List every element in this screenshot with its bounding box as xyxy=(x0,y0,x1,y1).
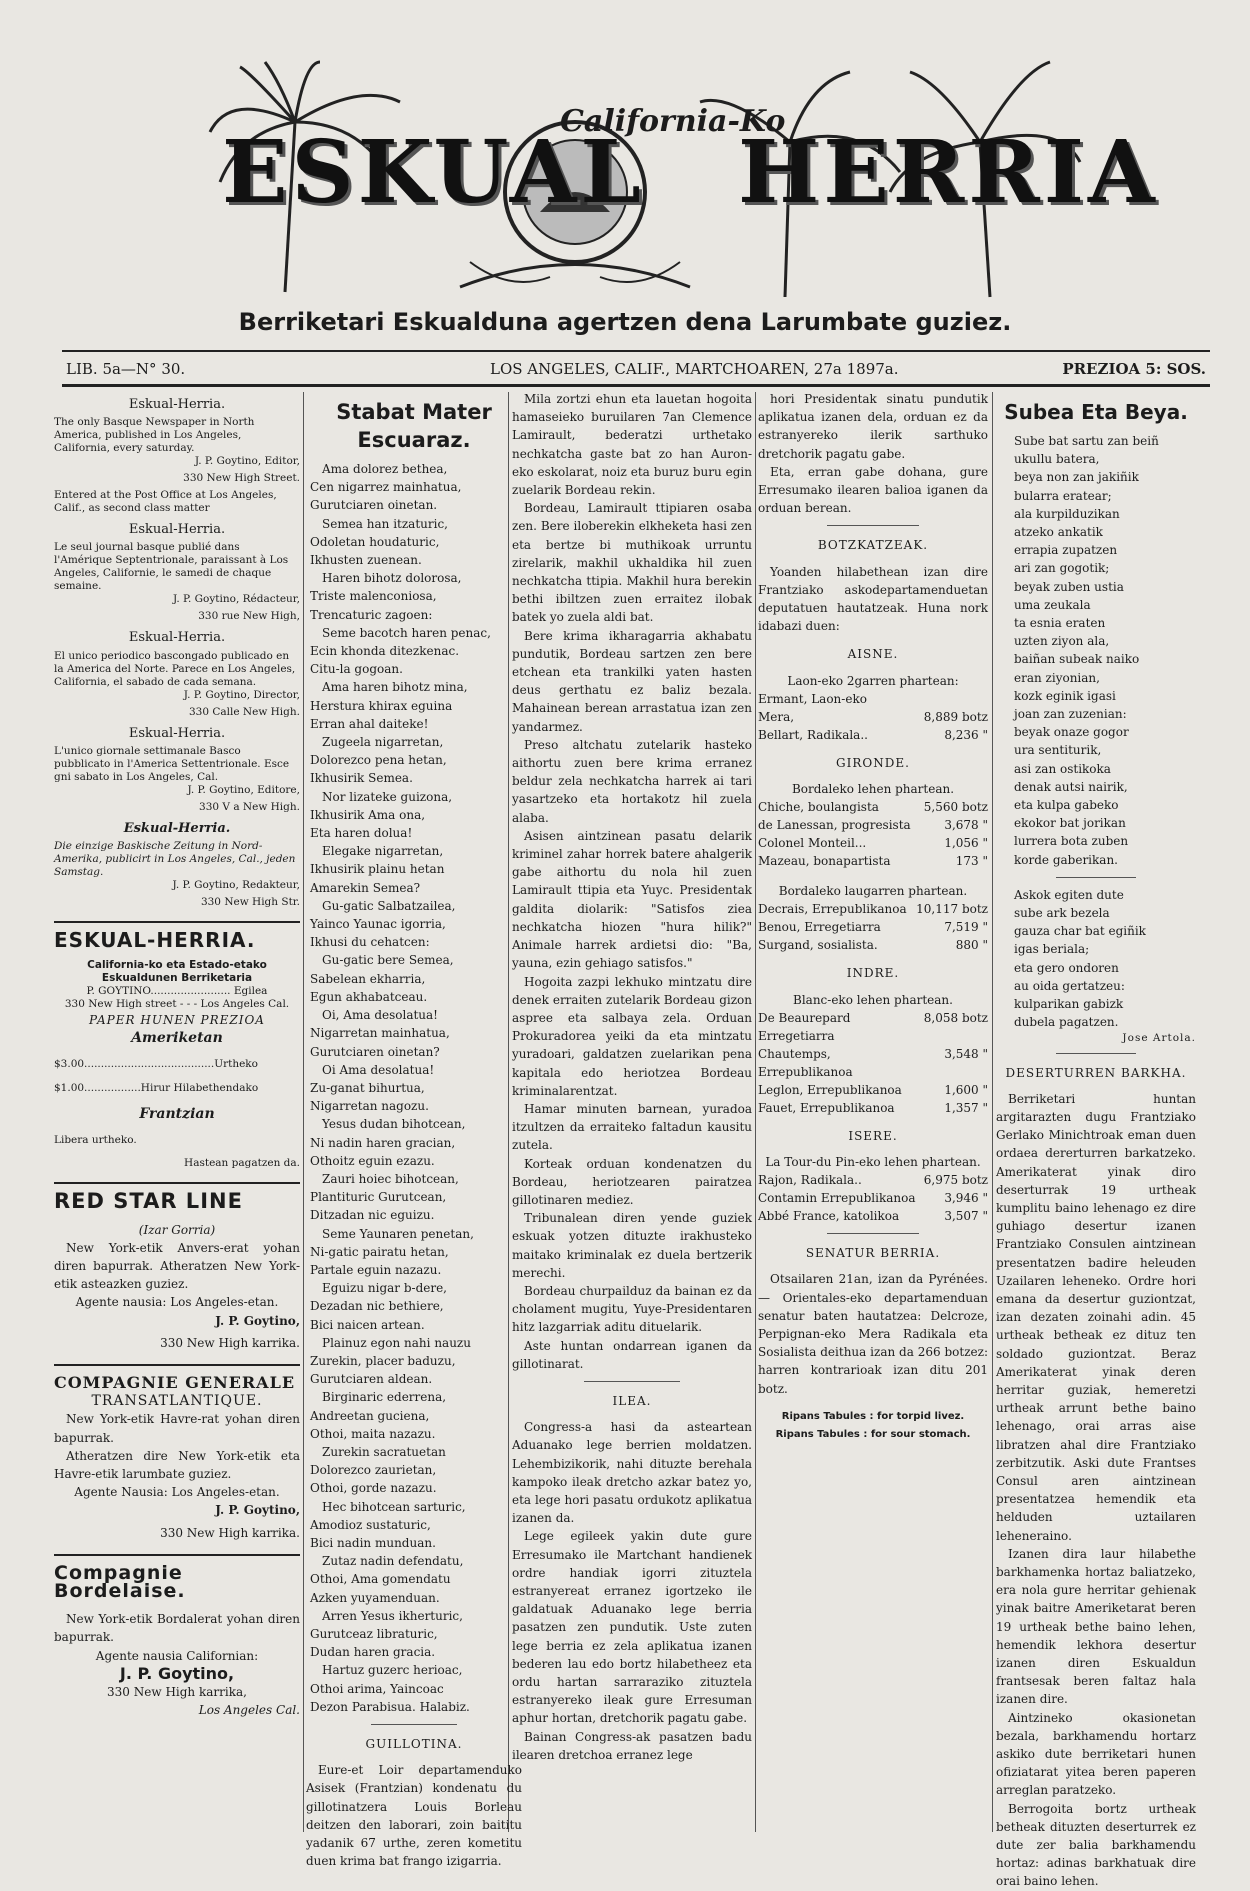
poem-line: Othoi, maita nazazu. xyxy=(310,1426,436,1441)
poem-line: uma zeukala xyxy=(1014,597,1091,612)
district-heading: Bordaleko laugarren phartean. xyxy=(778,884,968,899)
notice-sig: J. P. Goytino, Rédacteur, xyxy=(172,593,300,606)
masthead-title-right: HERRIA xyxy=(738,122,1159,223)
district-heading: Laon-eko 2garren phartean: xyxy=(787,673,959,688)
cgt-title: COMPAGNIE GENERALE xyxy=(54,1364,300,1392)
cb-agent: Agente nausia Californian: xyxy=(95,1648,259,1663)
results-row xyxy=(758,816,988,834)
poem-line: Yainco Yaunac igorria, xyxy=(310,917,446,932)
price-row: $3.00.......................................Urtheko xyxy=(54,1058,258,1071)
notice-sig: J. P. Goytino, Redakteur, xyxy=(172,879,300,892)
poem-line: Gurutciaren aldean. xyxy=(310,1372,433,1387)
article-paragraph: Tribunalean diren yende guziek eskuak yotzen dituzte irakhusteko maitako kriminalak ez duela bertzerik merechi. xyxy=(512,1211,752,1280)
agent-name: J. P. Goytino, xyxy=(215,1503,300,1518)
candidate-name: De Beaurepard Erregetiarra xyxy=(758,1010,851,1043)
poem-line: bularra eratear; xyxy=(1014,488,1112,503)
candidate-name: Mera, xyxy=(758,709,795,724)
notice-sig: 330 New High Street. xyxy=(183,472,300,485)
vote-count: 173 " xyxy=(955,854,988,869)
poem-line: lurrera bota zuben xyxy=(1014,834,1129,849)
poem-line: Citu-la gogoan. xyxy=(310,662,403,677)
date-bar xyxy=(66,360,1206,382)
poem-line: Semea han itzaturic, xyxy=(322,516,448,531)
poem-line: Arren Yesus ikherturic, xyxy=(322,1608,463,1623)
cgt-text: Atheratzen dire New York-etik eta Havre-etik larumbate guziez. xyxy=(54,1448,300,1481)
article-paragraph: Korteak orduan kondenatzen du Bordeau, heriotzearen pairatzea gillotinaren mediez. xyxy=(512,1156,752,1207)
vote-count xyxy=(903,690,988,708)
seal-arc-text: California-Ko xyxy=(560,104,786,139)
poem-line: Hec bihotcean sarturic, xyxy=(322,1499,466,1514)
article-paragraph: Preso altchatu zutelarik hasteko aithortu zuen bere krima erranez beldur zela nechkatcha harrek ai tari yasartzeko eta hortakotz hil zuela alaba. xyxy=(512,737,752,825)
poem-line: Andreetan guciena, xyxy=(310,1408,430,1423)
vote-count: 8,236 " xyxy=(944,727,988,742)
compagnie-bordelaise-title: Compagnie Bordelaise. xyxy=(54,1554,300,1600)
poem-line: Gurutciaren oinetan. xyxy=(310,498,438,513)
poem-line: Hartuz guzerc herioac, xyxy=(322,1663,463,1678)
poem-line: Haren bihotz dolorosa, xyxy=(322,571,462,586)
red-star-line-text: New York-etik Anvers-erat yohan diren bapurrak. Atheratzen New York-etik asteazken guziez. xyxy=(54,1240,300,1292)
poem-line: Ikhusirik plainu hetan xyxy=(310,862,445,877)
red-star-line-agent: Agente nausia: Los Angeles-etan. xyxy=(75,1295,279,1310)
vote-count: 8,889 botz xyxy=(923,709,988,724)
column-3 xyxy=(512,390,752,1830)
red-star-line-subtitle: (Izar Gorria) xyxy=(138,1222,216,1237)
article-paragraph: Bordeau, Lamirault ttipiaren osaba zen. Bere iloberekin elkheketa hasi zen eta bertze bi muthikoak urruntu zirelarik, makhil ukhaldika hil zuen nechkatcha ttipia. Makhil hura berekin bethi ibiltzen zuen erraitez ilobak batek yo zuela aldi bat. xyxy=(512,501,752,625)
poem-line: Birginaric ederrena, xyxy=(322,1390,447,1405)
article-paragraph: Izanen dira laur hilabethe barkhamenka hortaz baliatzeko, era nola gure herritar gehienak yinak baitre Ameriketarat beren 19 urtheak bethe baino lehen, hemendik lekhora desertur izanen diren Eskualdun frantsesak beren faltaz hala izanen dire. xyxy=(996,1546,1196,1707)
poem-line: Triste malenconiosa, xyxy=(310,589,437,604)
america-heading: Ameriketan xyxy=(131,1030,223,1047)
poem-line: Seme bacotch haren penac, xyxy=(322,625,491,640)
candidate-name: Chiche, boulangista xyxy=(758,800,879,815)
poem-line: Zauri hoiec bihotcean, xyxy=(322,1171,459,1186)
poem-line: igas beriala; xyxy=(1014,942,1090,957)
poem-line: Dezon Parabisua. Halabiz. xyxy=(310,1699,470,1714)
poem-line: beya non zan jakiñik xyxy=(1014,470,1139,485)
notice-italian: L'unico giornale settimanale Basco pubblicato in l'America Settentrionale. Esce gni sabato in Los Angeles, Cal. xyxy=(54,744,290,783)
poem-line: Yesus dudan bihotcean, xyxy=(322,1117,466,1132)
article-paragraph: Bere krima ikharagarria akhabatu pundutik, Bordeau sartzen zen bere etchean eta trankilki yaten hasten deus gerthatu ez baliz bezala. Mahainean berean arrastatua izan zen yandarmez. xyxy=(512,628,752,734)
vote-count: 3,946 " xyxy=(944,1191,988,1206)
date-bar-rule xyxy=(62,384,1210,387)
column-divider xyxy=(755,392,756,1832)
article-paragraph: Lege egileek yakin dute gure Erresumako ile Martchant handienek ordre handiak igorri zituztela estranyereat erranez igortzeko ile galdatuak Aduanako lege berria pasatzen zen pundutik. Uste zuten lege berria ez zela aplikatua izanen bederen lau edo bortz hilabetheez eta ordu hartan sarraraziko zituztela estranyereko ileak gure Erresuman aphur hortan, dretchorik pagatu gabe. xyxy=(512,1529,752,1726)
poem-line: Ikhusten zuenean. xyxy=(310,553,422,568)
france-heading: Frantzian xyxy=(139,1106,215,1123)
agent-address: 330 New High karrika. xyxy=(160,1525,300,1540)
column-divider xyxy=(303,392,304,1832)
poem-line: Gurutciaren oinetan? xyxy=(310,1044,440,1059)
results-table xyxy=(758,900,988,954)
price-row: Hastean pagatzen da. xyxy=(184,1157,300,1170)
price-row: Libera urtheko. xyxy=(54,1133,137,1146)
divider xyxy=(1056,1053,1136,1054)
divider xyxy=(584,1381,680,1382)
notice-sig: 330 V a New High. xyxy=(199,800,300,813)
cgt-subtitle: TRANSATLANTIQUE. xyxy=(91,1393,263,1410)
results-row xyxy=(758,708,988,726)
poem-line: Sabelean ekharria, xyxy=(310,971,426,986)
poem-line: ta esnia eraten xyxy=(1014,616,1106,631)
poem-line: uzten ziyon ala, xyxy=(1014,634,1110,649)
poem-line: eta kulpa gabeko xyxy=(1014,798,1119,813)
stabat-mater-title: Stabat Mater Escuaraz. xyxy=(336,400,492,452)
stabat-mater-poem xyxy=(306,460,522,1716)
poem-line: Ditzadan nic eguizu. xyxy=(310,1208,435,1223)
results-row xyxy=(758,918,988,936)
poem-line: Partale eguin nazazu. xyxy=(310,1262,442,1277)
poem-line: Dezadan nic bethiere, xyxy=(310,1299,444,1314)
poem-line: Ama dolorez bethea, xyxy=(322,462,448,476)
poem-line: atzeko ankatik xyxy=(1014,525,1103,540)
cgt-agent: Agente Nausia: Los Angeles-etan. xyxy=(74,1485,280,1500)
poem-line: Oi Ama desolatua! xyxy=(322,1062,435,1077)
results-row xyxy=(758,1171,988,1189)
subea-title: Subea Eta Beya. xyxy=(1004,400,1188,424)
poem-line: Gurutceaz libraturic, xyxy=(310,1627,438,1641)
poem-line: kozk eginik igasi xyxy=(1014,688,1116,703)
candidate-name: Mazeau, bonapartista xyxy=(758,854,891,869)
poem-line: kulparikan gabizk xyxy=(1014,997,1124,1012)
poem-line: korde gaberikan. xyxy=(1014,852,1118,867)
deserturren-heading: DESERTURREN BARKHA. xyxy=(1005,1065,1187,1080)
results-row xyxy=(758,1189,988,1207)
poem-line: Nigarretan nagozu. xyxy=(310,1099,429,1114)
issue-price: PREZIOA 5: SOS. xyxy=(1062,360,1206,378)
paper-info-owner: P. GOYTINO........................ Egilea xyxy=(86,985,268,998)
vote-count: 1,357 " xyxy=(944,1100,988,1115)
vote-count: 3,678 " xyxy=(944,818,988,833)
poem-line: joan zan zuzenian: xyxy=(1014,707,1127,722)
results-row xyxy=(758,936,988,954)
article-paragraph: Bainan Congress-ak pasatzen badu ilearen dretchoa erranez lege xyxy=(512,1729,752,1762)
guillotina-text: Eure-et Loir departamenduko Asisek (Frantzian) kondenatu du gillotinatzera Louis Borleau deitzen den laborari, zoin baititu yadanik 67 urthe, zeren kometitu duen krima bat frango izigarria. xyxy=(306,1763,522,1869)
poem-line: Odoletan houdaturic, xyxy=(310,534,440,549)
vote-count: 6,975 botz xyxy=(923,1173,988,1188)
district-heading: Bordaleko lehen phartean. xyxy=(791,782,955,797)
poem-line: Amarekin Semea? xyxy=(310,880,421,895)
article-paragraph: Hogoita zazpi lekhuko mintzatu dire denek erraiten zutelarik Bordeau gizon aspree eta salbaya zela. Orduan Prokuradorea yeiki da eta mintzatu yuradoari, galdatzen zuelarikan pena kapitala edo heriotzea Bordeau kriminalarentzat. xyxy=(512,974,752,1098)
paper-info-subtitle: California-ko eta Estado-etako Eskualdunen Berriketaria xyxy=(87,959,267,985)
notice-english: The only Basque Newspaper in North America, published in Los Angeles, California, every saturday. xyxy=(54,416,255,455)
notice-sig: 330 Calle New High. xyxy=(188,705,300,718)
vote-count: 10,117 botz xyxy=(916,902,988,917)
poem-line: Seme Yaunaren penetan, xyxy=(322,1226,474,1241)
article-paragraph: Eta, erran gabe dohana, gure Erresumako ilearen balioa iganen da orduan berean. xyxy=(758,464,988,516)
cgt-text: New York-etik Havre-rat yohan diren bapurrak. xyxy=(54,1412,300,1445)
poem-line: Ni-gatic pairatu hetan, xyxy=(310,1244,449,1259)
notice-spanish: El unico periodico bascongado publicado en la America del Norte. Parece en Los Angeles, California, el sabado de cada semana. xyxy=(54,649,296,688)
poem-line: ala kurpilduzikan xyxy=(1014,506,1120,521)
article-paragraph: Hamar minuten barnean, yuradoa itzultzen da erraiteko faltadun kausitu zutela. xyxy=(512,1101,752,1153)
poem-line: Othoi arima, Yaincoac xyxy=(310,1681,444,1696)
vote-count: 8,058 botz xyxy=(923,1010,988,1025)
poem-line: Egun akhabatceau. xyxy=(310,989,428,1004)
candidate-name: Chautemps, Errepublikanoa xyxy=(758,1046,853,1079)
divider xyxy=(827,525,919,526)
poem-line: Azken yuyamenduan. xyxy=(310,1590,440,1605)
poem-line: Ikhusirik Ama ona, xyxy=(310,807,426,822)
divider xyxy=(371,1724,457,1725)
results-row xyxy=(758,834,988,852)
article-paragraph: Mila zortzi ehun eta lauetan hogoita hamaseieko buruilaren 7an Clemence Lamirault, bederatzi urthetako nechkatcha gaste bat zo han Auron-eko eskolarat, noiz eta buruz buru egin zuelarik Bordeau rekin. xyxy=(512,392,752,498)
notice-heading-en: Eskual-Herria. xyxy=(128,397,226,412)
paper-prices-heading: PAPER HUNEN PREZIOA xyxy=(89,1013,265,1028)
notice-heading-de: Eskual-Herria. xyxy=(123,820,231,836)
poem-line: Gu-gatic bere Semea, xyxy=(322,953,454,968)
results-table xyxy=(758,1009,988,1117)
cb-agent-name: J. P. Goytino, xyxy=(119,1663,235,1683)
poem-line: ekokor bat jorikan xyxy=(1014,816,1126,831)
poem-line: Amodioz sustaturic, xyxy=(310,1517,431,1532)
notice-sig: J. P. Goytino, Editore, xyxy=(187,783,300,796)
candidate-name: Surgand, sosialista. xyxy=(758,938,878,953)
guillotina-heading: GUILLOTINA. xyxy=(365,1737,463,1752)
poem-line: Zutaz nadin defendatu, xyxy=(322,1554,464,1569)
poem-line: Bici naicen artean. xyxy=(310,1317,425,1332)
paper-info-address: 330 New High street - - - Los Angeles Cal. xyxy=(64,998,290,1011)
poem-line: Gu-gatic Salbatzailea, xyxy=(322,898,456,913)
notice-heading-it: Eskual-Herria. xyxy=(128,725,226,741)
poem-line: Elegake nigarretan, xyxy=(322,844,444,859)
candidate-name: Abbé France, katolikoa xyxy=(758,1209,900,1224)
poem-line: Plainuz egon nahi nauzu xyxy=(322,1335,471,1350)
divider xyxy=(1056,877,1136,878)
price-row: $1.00.................Hirur Hilabethendako xyxy=(54,1081,259,1094)
column-1 xyxy=(54,390,300,1830)
poem-line: au oida gertatzeu: xyxy=(1014,978,1125,993)
notice-german: Die einzige Baskische Zeitung in Nord-Amerika, publicirt in Los Angeles, Cal., jeden Samstag. xyxy=(54,840,296,879)
notice-sig: 330 New High Str. xyxy=(200,896,300,909)
vote-count: 1,600 " xyxy=(944,1082,988,1097)
volume-number: LIB. 5a—N° 30. xyxy=(66,360,186,378)
poem-line: Dolorezco pena hetan, xyxy=(310,753,447,768)
candidate-name: Contamin Errepublikanoa xyxy=(758,1191,916,1206)
masthead-title-left: ESKUAL xyxy=(222,122,645,223)
notice-sig: J. P. Goytino, Editor, xyxy=(194,455,300,468)
poem-line: Ecin khonda ditezkenac. xyxy=(310,644,460,659)
poem-line: dubela pagatzen. xyxy=(1014,1015,1119,1030)
poem-line: Herstura khirax eguina xyxy=(310,698,453,713)
candidate-name: Ermant, Laon-eko xyxy=(758,691,867,706)
vote-count: 3,548 " xyxy=(944,1046,988,1061)
poem-line: Ikhusi du cehatcen: xyxy=(310,935,430,950)
cb-agent-city: Los Angeles Cal. xyxy=(198,1703,300,1718)
poem-line: Ni nadin haren gracian, xyxy=(310,1135,456,1150)
vote-count: 7,519 " xyxy=(944,920,988,935)
poem-line: Erran ahal daiteke! xyxy=(310,716,429,731)
column-4 xyxy=(758,390,988,1830)
region-heading: INDRE. xyxy=(846,966,900,981)
divider xyxy=(827,1233,919,1234)
paper-info-title: ESKUAL-HERRIA. xyxy=(54,921,300,949)
poem-line: Othoi, Ama gomendatu xyxy=(310,1572,451,1587)
article-paragraph: Berriketari huntan argitarazten dugu Frantziako Gerlako Minichtroak eman duen ordaea dererturren barkatzeko. Amerikaterat yinak diro deserturrak 19 urtheak kumplitu baino lehenago ez dire guhiago desertur izanen Frantziako Consulen aintzinean presentatzen badire heleuden Uzailaren leheneko. Ordre hori emana da desertur guziontzat, izan dezaten zoinahi adin. 45 urtheak betheak ez dituz ten soldado guziontzat. Beraz Amerikaterat yinak deren herritar guziak, hemeretzi urtheak arrunt bethe baino lehenago, orai arras aise libratzen ahal dire Frantziako zerbitzutik. Aski dute Frantses Consul aren aintzinean presentatzea hemendik eta helduden uztailaren leheneraino. xyxy=(996,1091,1196,1543)
column-2 xyxy=(306,390,522,1869)
results-row xyxy=(758,1009,988,1045)
vote-count: 1,056 " xyxy=(944,836,988,851)
candidate-name: de Lanessan, progresista xyxy=(758,818,911,833)
poem-line: ukullu batera, xyxy=(1014,452,1100,467)
poem-line: Dudan haren gracia. xyxy=(310,1645,436,1660)
results-table xyxy=(758,1171,988,1225)
vote-count: 3,507 " xyxy=(944,1209,988,1224)
article-paragraph: Aintzineko okasionetan bezala, barkhamendu hortarz askiko dute berriketari hunen ofiziatarat yitea beren paperen arreglan paratzeko. xyxy=(996,1710,1196,1798)
article-paragraph: hori Presidentak sinatu pundutik aplikatua izanen dela, orduan ez da estranyereko ilerik sarthuko dretchorik pagatu gabe. xyxy=(758,392,988,461)
poem-line: beyak zuben ustia xyxy=(1014,579,1124,594)
poem-line: Ikhusirik Semea. xyxy=(310,771,413,786)
candidate-name: Rajon, Radikala.. xyxy=(758,1173,862,1188)
column-divider xyxy=(992,392,993,1832)
subea-poem xyxy=(996,432,1196,869)
notice-french: Le seul journal basque publié dans l'Amérique Septentrionale, paraissant à Los Angeles, Californie, le samedi de chaque semaine. xyxy=(54,541,289,593)
poem-line: Oi, Ama desolatua! xyxy=(322,1008,439,1023)
poem-line: Sube bat sartu zan beiñ xyxy=(1014,434,1159,448)
botzkatzeak-heading: BOTZKATZEAK. xyxy=(817,538,929,553)
subea-poem-moral xyxy=(996,886,1196,1032)
poem-line: Plantituric Gurutcean, xyxy=(310,1190,447,1205)
results-table xyxy=(758,690,988,744)
poem-line: Zurekin sacratuetan xyxy=(322,1444,446,1459)
results-row xyxy=(758,726,988,744)
results-row xyxy=(758,852,988,870)
column-5 xyxy=(996,390,1196,1889)
district-heading: Blanc-eko lehen phartean. xyxy=(793,992,953,1007)
poem-line: Nor lizateke guizona, xyxy=(322,789,453,804)
poem-line: eta gero ondoren xyxy=(1014,960,1119,975)
results-table xyxy=(758,798,988,870)
cb-text: New York-etik Bordalerat yohan diren bapurrak. xyxy=(54,1612,300,1645)
article-paragraph: Yoanden hilabethean izan dire Frantziako askodepartamenduetan deputatuen hautatzeak. Huna nork idabazi duen: xyxy=(758,564,988,634)
article-paragraph: Otsailaren 21an, izan da Pyrénées. — Orientales-eko departamenduan senatur baten hautatzea: Delcroze, Perpignan-eko Mera Radikala eta Sosialista deithua izan da 266 botzez: harren kontrarioak izan ditu 201 botz. xyxy=(758,1272,988,1396)
poem-line: Trencaturic zagoen: xyxy=(310,607,433,622)
article-paragraph: Asisen aintzinean pasatu delarik kriminel zahar horrek batere ahalgerik gabe aithortu du nola hil zuen Lamirault ttipia eta Yuyc. Presidentak galdita diolarik: "Satisfos ziea nechkatcha hiozen "hura hilik?" Animale harrek ardietsi dio: "Ba, yauna, ezin gehiago satisfos." xyxy=(512,828,752,971)
candidate-name: Colonel Monteil... xyxy=(758,836,867,851)
candidate-name: Fauet, Errepublikanoa xyxy=(758,1100,895,1115)
ilea-heading: ILEA. xyxy=(612,1393,652,1408)
poem-line: Eguizu nigar b-dere, xyxy=(322,1281,447,1296)
notice-sig: J. P. Goytino, Director, xyxy=(183,688,300,701)
poem-line: Bici nadin munduan. xyxy=(310,1535,436,1550)
results-row xyxy=(758,1045,988,1081)
poem-line: beyak onaze gogor xyxy=(1014,725,1129,740)
poem-author: Jose Artola. xyxy=(1122,1031,1196,1044)
poem-line: Zugeela nigarretan, xyxy=(322,735,444,750)
poem-line: Dolorezco zaurietan, xyxy=(310,1463,437,1478)
poem-line: Othoitz eguin ezazu. xyxy=(310,1153,435,1168)
poem-line: Eta haren dolua! xyxy=(310,826,413,841)
vote-count: 5,560 botz xyxy=(923,800,988,815)
advert-line: Ripans Tabules : for sour stomach. xyxy=(775,1429,971,1441)
poem-line: sube ark bezela xyxy=(1014,906,1110,921)
candidate-name: Leglon, Errepublikanoa xyxy=(758,1082,902,1097)
article-paragraph: Congress-a hasi da asteartean Aduanako lege berrien moldatzen. Lehembizikorik, nahi dituzte berehala kampoko ileak dretcho azkar batez yo, eta lege hori pasatu ordukotz aplikatua izanen da. xyxy=(512,1420,752,1526)
notice-sig: 330 rue New High, xyxy=(198,610,300,623)
agent-name: J. P. Goytino, xyxy=(215,1313,300,1328)
candidate-name: Bellart, Radikala.. xyxy=(758,727,868,742)
poem-line: Othoi, gorde nazazu. xyxy=(310,1481,437,1496)
results-row xyxy=(758,798,988,816)
masthead-rule xyxy=(62,350,1210,352)
notice-heading-es: Eskual-Herria. xyxy=(128,630,226,646)
poem-line: baiñan subeak naiko xyxy=(1014,652,1140,667)
results-row xyxy=(758,1207,988,1225)
poem-line: gauza char bat egiñik xyxy=(1014,924,1146,939)
poem-line: eran ziyonian, xyxy=(1014,670,1100,685)
red-star-line-title: RED STAR LINE xyxy=(54,1182,300,1210)
poem-line: denak autsi nairik, xyxy=(1014,779,1128,794)
region-heading: ISERE. xyxy=(848,1128,898,1143)
district-heading: La Tour-du Pin-eko lehen phartean. xyxy=(765,1155,981,1170)
article-paragraph: Bordeau churpailduz da bainan ez da cholament mugitu, Yuye-Presidentaren hitz lazgarriak aditu dituelarik. xyxy=(512,1283,752,1335)
candidate-name: Benou, Erregetiarra xyxy=(758,920,881,935)
poem-line: ari zan gogotik; xyxy=(1014,561,1110,576)
poem-line: errapia zupatzen xyxy=(1014,543,1118,558)
article-paragraph: Aste huntan ondarrean iganen da gillotinarat. xyxy=(512,1338,752,1371)
poem-line: Zurekin, placer baduzu, xyxy=(310,1353,456,1368)
poem-line: Nigarretan mainhatua, xyxy=(310,1026,450,1041)
results-row xyxy=(758,900,988,918)
senatur-heading: SENATUR BERRIA. xyxy=(805,1246,941,1261)
cb-agent-address: 330 New High karrika, xyxy=(107,1685,247,1699)
results-row xyxy=(758,690,988,708)
vote-count: 880 " xyxy=(955,938,988,953)
poem-line: Zu-ganat bihurtua, xyxy=(310,1080,425,1095)
poem-line: asi zan ostikoka xyxy=(1014,761,1111,776)
notice-entered: Entered at the Post Office at Los Angeles, Calif., as second class matter xyxy=(54,489,277,515)
poem-line: ura sentiturik, xyxy=(1014,743,1102,758)
poem-line: Ama haren bihotz mina, xyxy=(322,680,468,695)
region-heading: GIRONDE. xyxy=(836,755,910,770)
poem-line: Askok egiten dute xyxy=(1014,887,1124,902)
advert-line: Ripans Tabules : for torpid livez. xyxy=(781,1410,965,1422)
notice-heading-fr: Eskual-Herria. xyxy=(128,522,226,538)
results-row xyxy=(758,1099,988,1117)
tagline: Berriketari Eskualduna agertzen dena Larumbate guziez. xyxy=(238,308,1012,336)
candidate-name: Decrais, Errepublikanoa xyxy=(758,902,907,917)
results-row xyxy=(758,1081,988,1099)
article-paragraph: Berrogoita bortz urtheak betheak dituzten deserturrek ez dute zer balia barkhamendu hortaz: adinas barkhatuak dire orai baino lehen. xyxy=(996,1801,1196,1889)
issue-date: LOS ANGELES, CALIF., MARTCHOAREN, 27a 1897a. xyxy=(490,360,899,378)
poem-line: Cen nigarrez mainhatua, xyxy=(310,480,462,495)
agent-address: 330 New High karrika. xyxy=(160,1335,300,1350)
region-heading: AISNE. xyxy=(847,647,899,662)
